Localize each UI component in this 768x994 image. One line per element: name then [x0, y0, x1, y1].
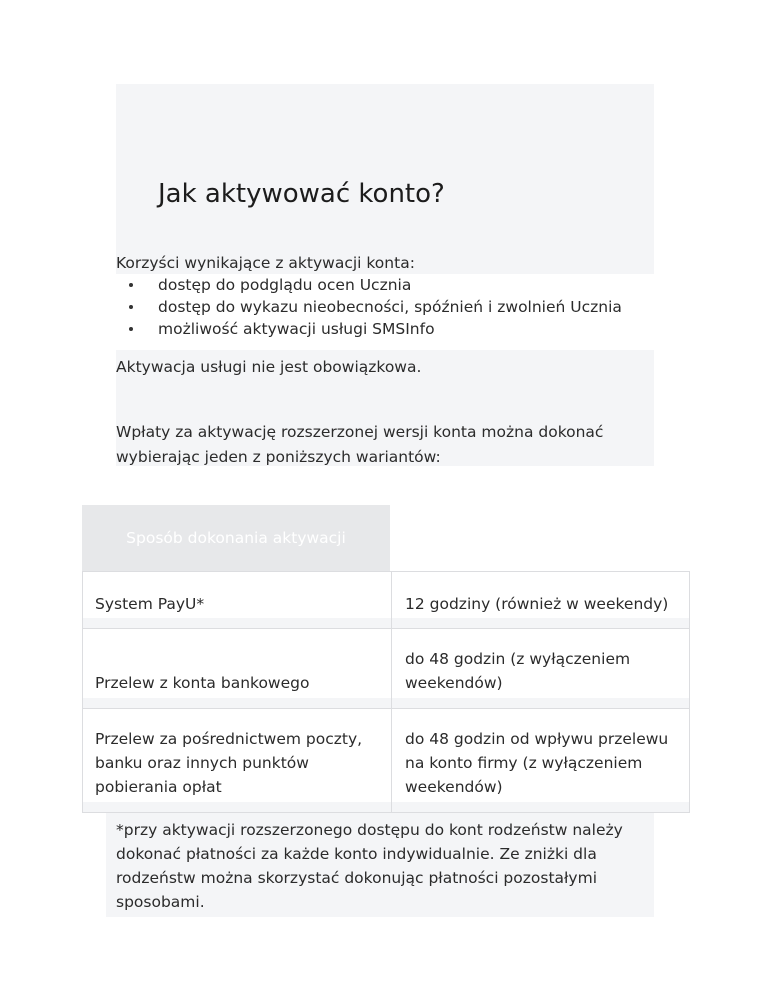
column-divider [391, 629, 392, 708]
list-item [116, 296, 656, 318]
activation-methods-table [82, 571, 690, 813]
column-divider [391, 709, 392, 812]
benefits-section [116, 252, 656, 340]
table-cell-time: do 48 godzin (z wyłączeniem weekendów) [405, 650, 631, 692]
bullet-icon [129, 283, 133, 287]
list-item [116, 274, 656, 296]
benefits-heading: Korzyści wynikające z aktywacji konta: [116, 254, 415, 272]
column-divider [391, 572, 392, 628]
row-stripe [83, 698, 689, 708]
list-item-text: dostęp do podglądu ocen Ucznia [158, 276, 412, 294]
table-header-label: Sposób dokonania aktywacji [126, 529, 346, 547]
list-item [116, 318, 656, 340]
list-item-text: dostęp do wykazu nieobecności, spóźnień i zwolnień Ucznia [158, 298, 622, 316]
table-header [82, 505, 390, 571]
optional-note: Aktywacja usługi nie jest obowiązkowa. [116, 358, 422, 376]
table-cell-method: System PayU* [95, 595, 205, 613]
table-row [83, 708, 689, 812]
row-stripe [83, 802, 689, 812]
table-row [83, 628, 689, 708]
footnote: *przy aktywacji rozszerzonego dostępu do kont rodzeństw należy dokonać płatności za każde konto indywidualnie. Ze zniżki dla rodzeństw można skorzystać dokonując płatności pozostałymi sposobami. [116, 821, 623, 911]
payments-intro: Wpłaty za aktywację rozszerzonej wersji konta można dokonać wybierając jeden z poniższych wariantów: [116, 423, 604, 466]
table-cell-method: Przelew za pośrednictwem poczty, banku oraz innych punktów pobierania opłat [95, 730, 363, 796]
row-stripe [83, 618, 689, 628]
table-row [83, 572, 689, 628]
benefits-list [116, 274, 656, 340]
list-item-text: możliwość aktywacji usługi SMSInfo [158, 320, 435, 338]
bullet-icon [129, 327, 133, 331]
bullet-icon [129, 305, 133, 309]
page-title: Jak aktywować konto? [158, 179, 445, 209]
table-cell-time: do 48 godzin od wpływu przelewu na konto firmy (z wyłączeniem weekendów) [405, 730, 669, 796]
table-cell-time: 12 godziny (również w weekendy) [405, 595, 669, 613]
table-cell-method: Przelew z konta bankowego [95, 674, 310, 692]
